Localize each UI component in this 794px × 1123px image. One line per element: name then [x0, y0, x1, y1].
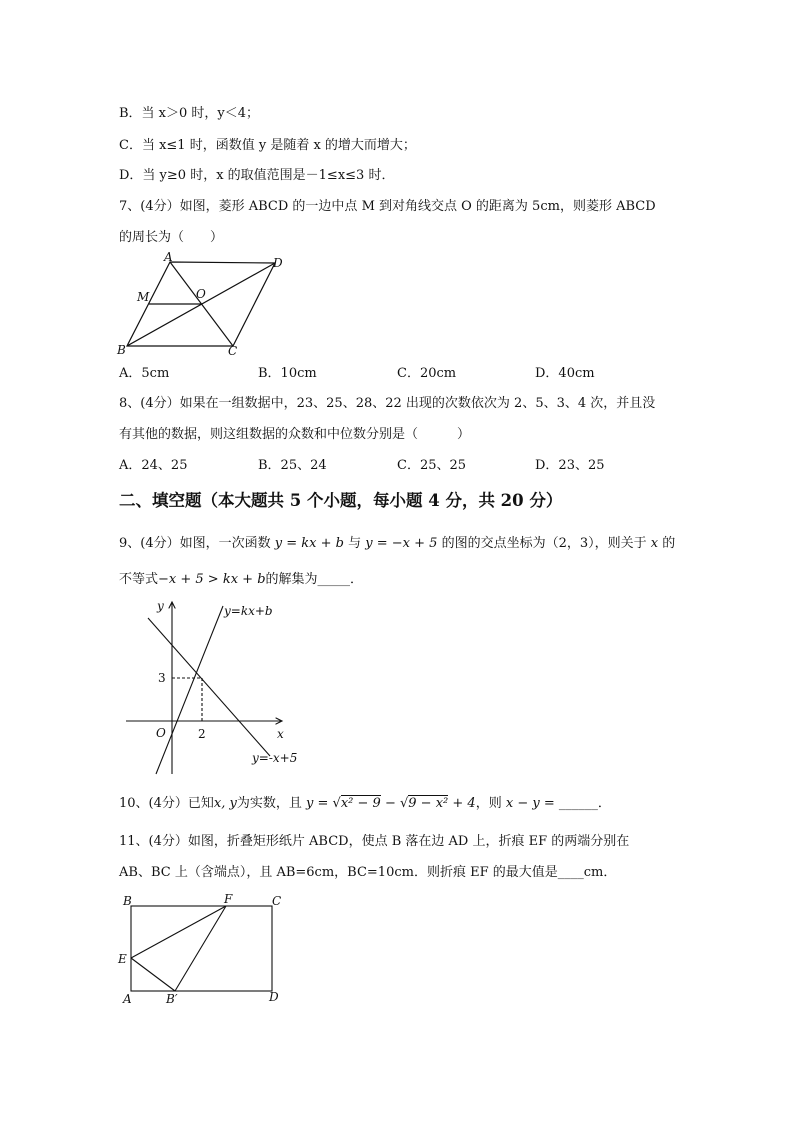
label-c: C — [228, 344, 238, 358]
segment-fb-prime — [175, 906, 226, 991]
fold-crease-ef — [131, 906, 226, 958]
q10-minus: − — [384, 796, 396, 811]
q9-eq1: y = kx + b — [274, 536, 344, 551]
sqrt-1: √x² − 9 — [332, 796, 381, 811]
q10-radicand-2: 9 − x² — [408, 796, 449, 811]
line-kx-plus-b — [156, 606, 223, 774]
q9-var: x — [650, 536, 659, 551]
rectangle-abcd — [131, 906, 272, 991]
q9-function-graph — [120, 596, 310, 776]
q6-option-d: D．当 y≥0 时，x 的取值范围是－1≤x≤3 时． — [119, 168, 395, 183]
label-line-kx-plus-b: y=kx+b — [224, 604, 273, 618]
q9-prefix: 9、(4分）如图，一次函数 — [119, 536, 271, 551]
label-c: C — [272, 894, 282, 908]
label-f: F — [224, 892, 233, 906]
q11-stem-line1: 11、(4分）如图，折叠矩形纸片 ABCD，使点 B 落在边 AD 上，折痕 EF 的两端分别在 — [119, 834, 630, 849]
q9-stem-line1 — [119, 536, 675, 552]
q9-eq2: y = −x + 5 — [365, 536, 438, 551]
q8-stem-line2: 有其他的数据，则这组数据的众数和中位数分别是（ ） — [119, 427, 471, 442]
q9-mid2: 的图的交点坐标为（2，3），则关于 — [441, 536, 647, 551]
line-neg-x-plus-5 — [148, 618, 270, 756]
q8-stem-line1: 8、(4分）如果在一组数据中，23、25、28、22 出现的次数依次为 2、5、3、4 次，并且没 — [119, 396, 656, 411]
x-axis-label: x — [277, 727, 284, 741]
q9-suffix1: 的 — [662, 536, 676, 551]
q6-option-b: B．当 x＞0 时，y＜4； — [119, 106, 260, 121]
q7-stem-line1: 7、(4分）如图，菱形 ABCD 的一边中点 M 到对角线交点 O 的距离为 5cm，则菱形 ABCD — [119, 199, 656, 214]
q7-option-c: C．20cm — [397, 366, 457, 381]
tick-x-2: 2 — [198, 727, 206, 741]
q10-expr: x − y = — [505, 796, 555, 811]
label-a: A — [164, 250, 173, 264]
q10-blank: ______． — [558, 796, 611, 811]
q10-then: ，则 — [475, 796, 502, 811]
q9-inequality: −x + 5 > kx + b — [158, 572, 266, 587]
q8-option-c: C．25、25 — [397, 458, 467, 473]
y-axis-label: y — [157, 599, 164, 613]
q10-prefix: 10、(4分）已知 — [119, 796, 214, 811]
q9-line2-prefix: 不等式 — [119, 572, 159, 587]
label-line-neg-x-plus-5: y=-x+5 — [252, 751, 298, 765]
q8-option-d: D．23、25 — [535, 458, 605, 473]
label-d: D — [273, 256, 283, 270]
q7-option-a: A．5cm — [119, 366, 170, 381]
q7-stem-line2: 的周长为（ ） — [119, 230, 224, 245]
q10-vars: x, y — [213, 796, 237, 811]
q7-rhombus-figure — [115, 250, 295, 360]
q10-mid: 为实数，且 — [236, 796, 302, 811]
q11-rectangle-figure — [115, 893, 295, 1008]
q9-line2-suffix: 的解集为_____． — [265, 572, 364, 587]
q10-stem — [119, 796, 611, 812]
label-o: O — [196, 287, 206, 301]
label-a: A — [123, 992, 132, 1006]
q10-eq-y: y = — [306, 796, 329, 811]
sqrt-2: √9 − x² — [399, 796, 449, 811]
q7-option-d: D．40cm — [535, 366, 595, 381]
q9-mid1: 与 — [348, 536, 362, 551]
q10-plus4: + 4 — [452, 796, 476, 811]
q9-stem-line2 — [119, 572, 363, 588]
tick-y-3: 3 — [158, 671, 166, 685]
origin-label: O — [156, 726, 166, 740]
q7-option-b: B．10cm — [258, 366, 317, 381]
label-b-prime: B′ — [166, 992, 178, 1006]
q6-option-c: C．当 x≤1 时，函数值 y 是随着 x 的增大而增大； — [119, 138, 416, 153]
label-e: E — [118, 952, 127, 966]
segment-eb-prime — [131, 958, 175, 991]
q8-option-b: B．25、24 — [258, 458, 327, 473]
q8-option-a: A．24、25 — [119, 458, 188, 473]
label-m: M — [137, 290, 150, 304]
q11-stem-line2: AB、BC 上（含端点），且 AB=6cm，BC=10cm．则折痕 EF 的最大值是____cm． — [119, 865, 617, 880]
label-b: B — [123, 894, 132, 908]
q10-radicand-1: x² − 9 — [340, 796, 381, 811]
label-d: D — [269, 990, 279, 1004]
label-b: B — [117, 343, 126, 357]
section-fill-in-title: 二、填空题（本大题共 5 个小题，每小题 4 分，共 20 分） — [119, 491, 563, 510]
